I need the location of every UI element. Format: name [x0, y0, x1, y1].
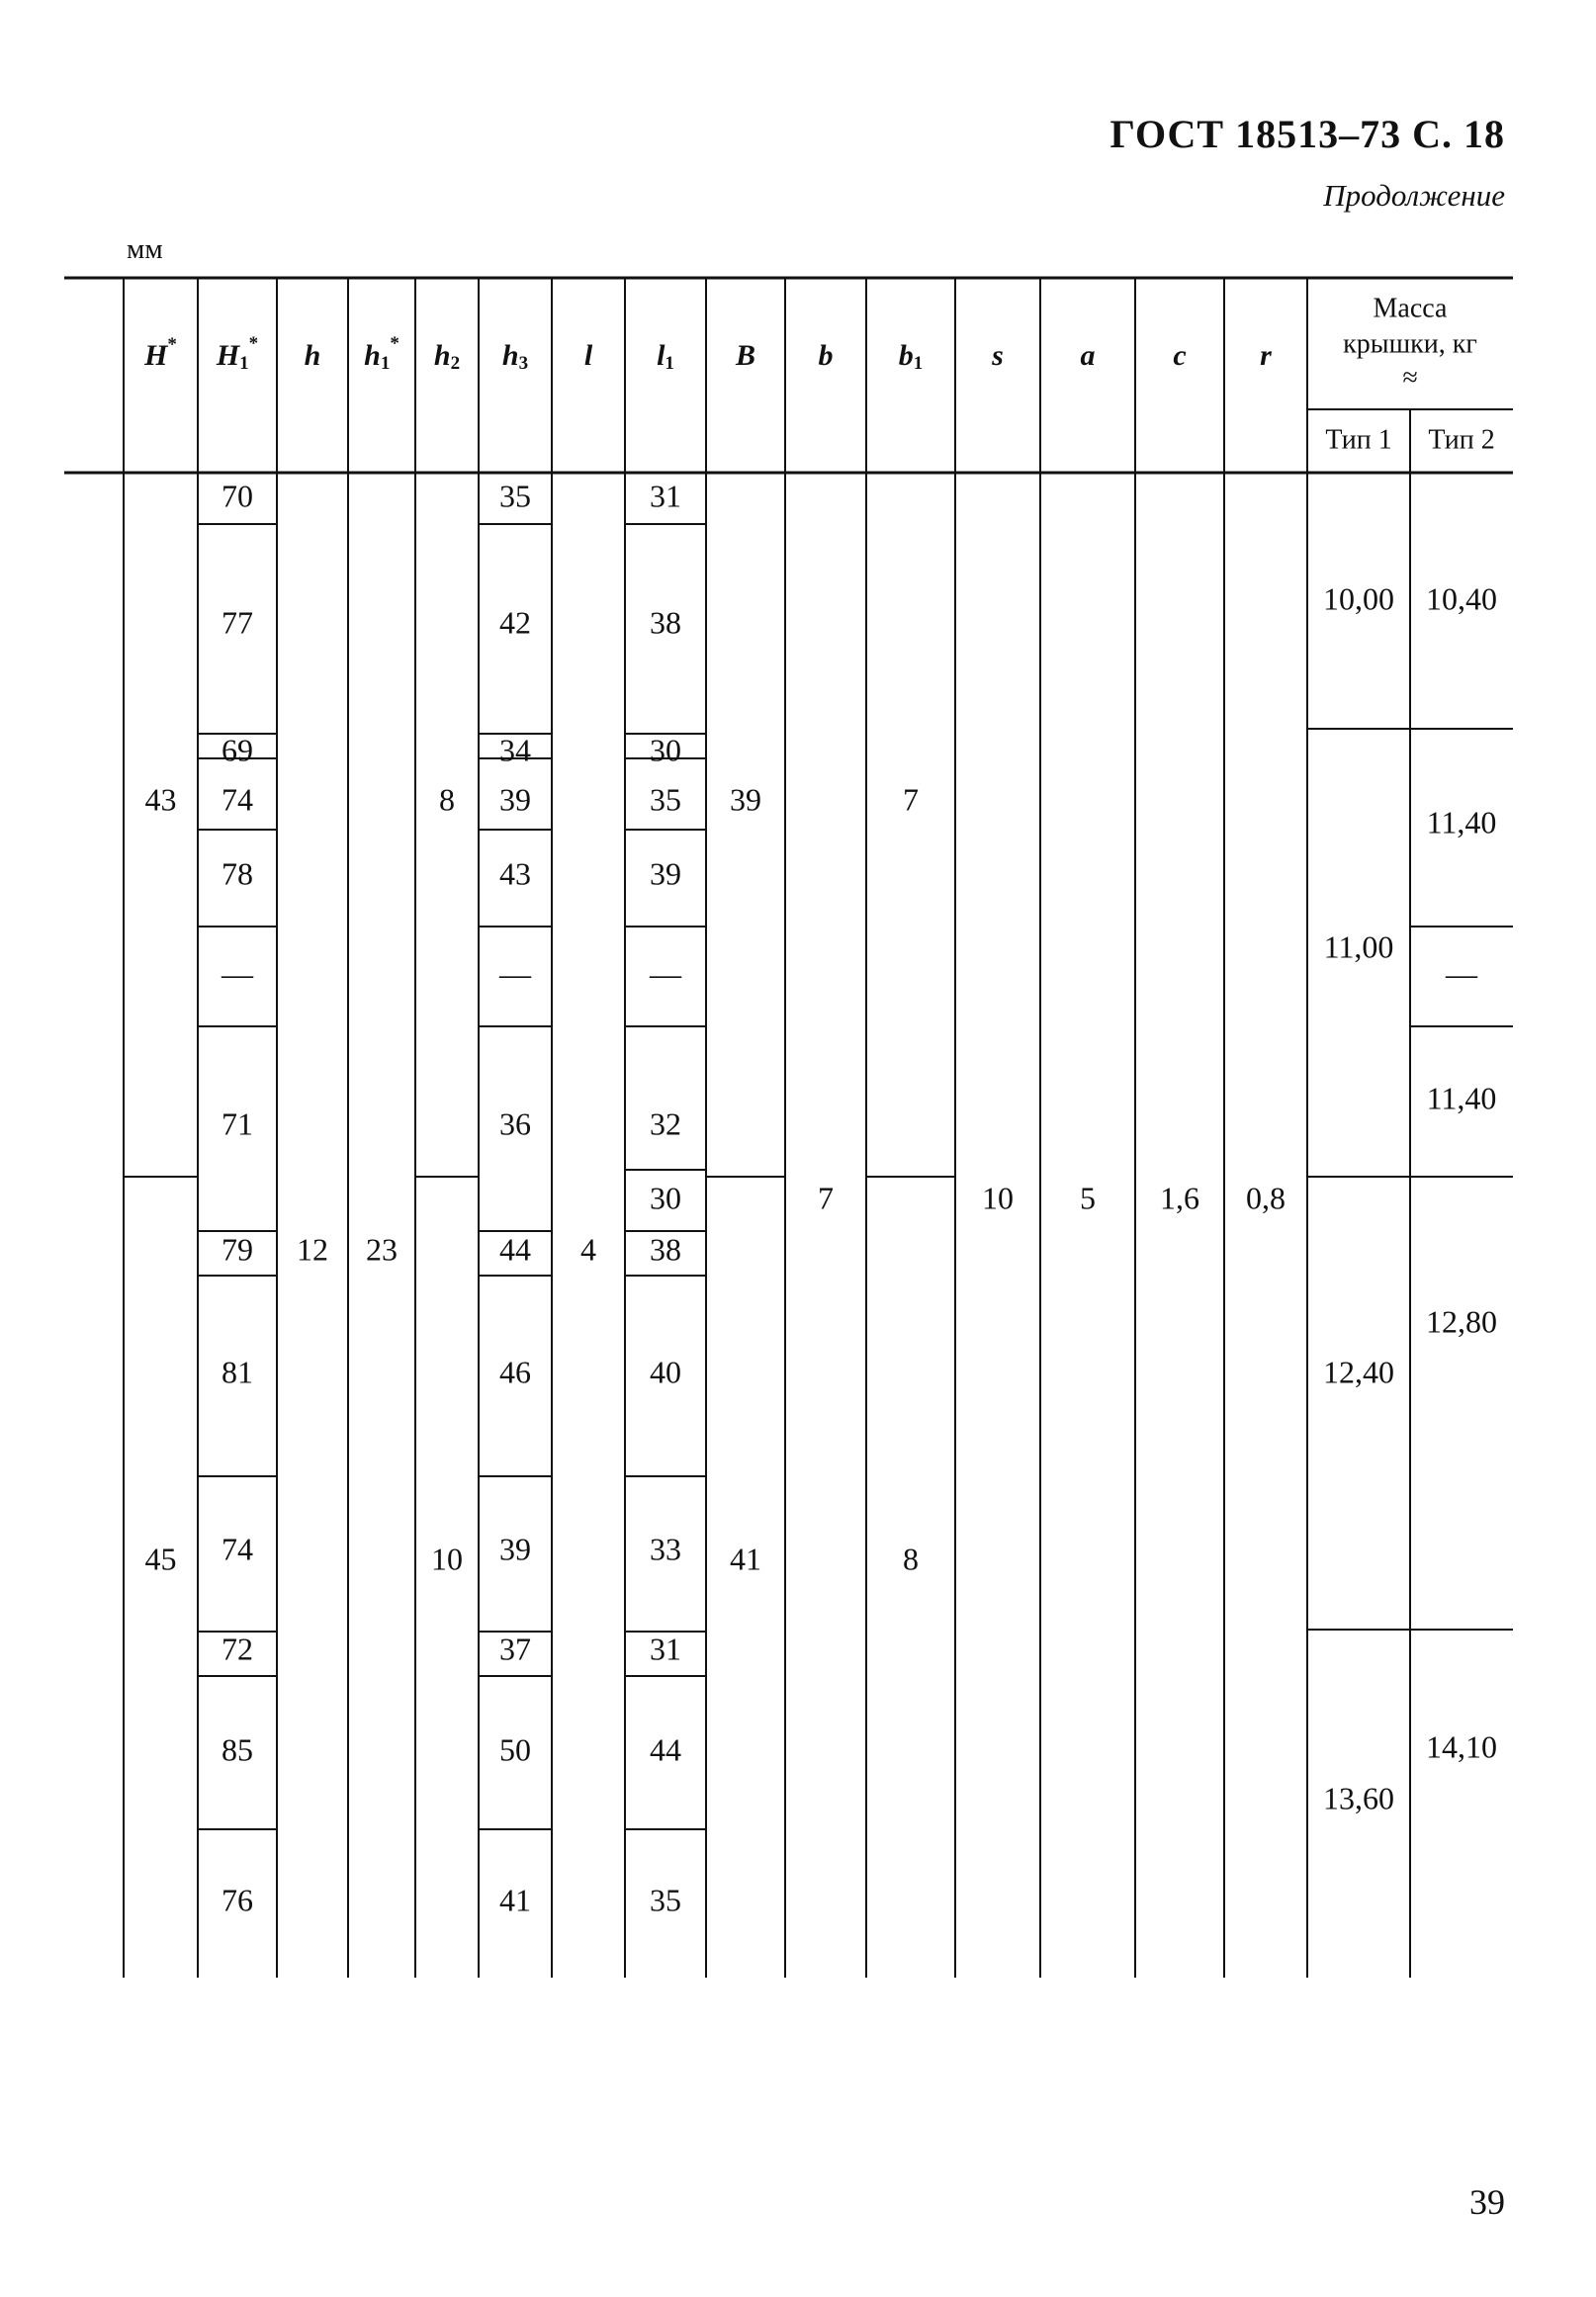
- cell-h3: 34: [499, 732, 531, 768]
- cell-H1: 85: [222, 1731, 253, 1768]
- cell-h3: 50: [499, 1731, 531, 1768]
- column-header-h: h: [304, 338, 321, 372]
- mass-header-approx: ≈: [1402, 362, 1418, 394]
- page-title: ГОСТ 18513–73 С. 18: [1109, 112, 1505, 156]
- cell-H1: 74: [222, 781, 253, 818]
- cell-l1: 38: [650, 1231, 681, 1268]
- mass-header-type2: Тип 2: [1428, 424, 1495, 456]
- column-header-h2: $h_2$: [433, 338, 461, 375]
- cell-H1: 78: [222, 855, 253, 892]
- cell-a: 5: [1080, 1180, 1096, 1216]
- cell-H1: 76: [222, 1882, 253, 1918]
- cell-l1: 31: [650, 1631, 681, 1667]
- column-header-a: a: [1080, 338, 1096, 372]
- cell-b1: 7: [903, 781, 919, 818]
- cell-h: 12: [297, 1231, 328, 1268]
- cell-mass-type2: 14,10: [1426, 1728, 1497, 1765]
- cell-H1: 69: [222, 732, 253, 768]
- cell-r: 0,8: [1246, 1180, 1286, 1216]
- cell-B: 39: [730, 781, 761, 818]
- column-header-l1: $l_1$: [657, 338, 674, 375]
- cell-H: 43: [144, 781, 177, 818]
- cell-l1: 30: [650, 1180, 681, 1216]
- column-header-l: l: [583, 338, 593, 372]
- page-number: 39: [1469, 2182, 1505, 2222]
- cell-c: 1,6: [1160, 1180, 1199, 1216]
- cell-l1: 40: [650, 1354, 681, 1390]
- mass-header-type1: Тип 1: [1325, 424, 1392, 456]
- cell-l1: 30: [650, 732, 681, 768]
- cell-B: 41: [730, 1541, 761, 1577]
- cell-h3: 39: [499, 1531, 531, 1567]
- cell-b1: 8: [903, 1541, 919, 1577]
- cell-mass-type2: —: [1446, 955, 1477, 992]
- cell-l1: 35: [650, 781, 681, 818]
- cell-H1: 70: [222, 478, 253, 514]
- cell-mass-type2: 11,40: [1426, 804, 1497, 840]
- units-label: мм: [127, 233, 163, 265]
- column-header-h3: $h_3$: [501, 338, 529, 375]
- cell-h3: 37: [499, 1631, 531, 1667]
- column-header-s: s: [992, 338, 1004, 372]
- cell-l1: 44: [650, 1731, 681, 1768]
- column-header-h1: $h_1^*$: [364, 333, 399, 375]
- cell-h1: 23: [366, 1231, 398, 1268]
- column-header-c: c: [1173, 338, 1187, 372]
- cell-h3: 39: [499, 781, 531, 818]
- cell-l1: 31: [650, 478, 681, 514]
- cell-H1: 72: [222, 1631, 253, 1667]
- column-header-r: r: [1260, 338, 1272, 372]
- cell-h2: 10: [431, 1541, 463, 1577]
- cell-mass-type1: 11,00: [1323, 928, 1394, 965]
- cell-H1: 77: [222, 604, 253, 641]
- column-header-b1: $b_1$: [898, 338, 924, 375]
- page-subtitle: Продолжение: [1323, 178, 1505, 213]
- column-header-H: H*: [144, 334, 177, 372]
- cell-h3: 43: [499, 855, 531, 892]
- cell-h3: 36: [499, 1105, 531, 1142]
- cell-l1: 32: [650, 1105, 681, 1142]
- cell-h3: 44: [499, 1231, 531, 1268]
- cell-b: 7: [818, 1180, 834, 1216]
- cell-H1: 74: [222, 1531, 253, 1567]
- cell-mass-type1: 13,60: [1323, 1780, 1394, 1816]
- column-header-H1: $H_1^*$: [216, 333, 259, 375]
- cell-h3: 46: [499, 1354, 531, 1390]
- mass-header-label: крышки, кг: [1343, 328, 1477, 360]
- cell-mass-type2: 12,80: [1426, 1303, 1497, 1340]
- cell-h3: 41: [499, 1882, 531, 1918]
- cell-H1: 79: [222, 1231, 253, 1268]
- cell-h3: —: [499, 955, 531, 992]
- cell-H: 45: [144, 1541, 177, 1577]
- cell-l1: 38: [650, 604, 681, 641]
- cell-mass-type2: 10,40: [1426, 580, 1497, 617]
- cell-H1: 81: [222, 1354, 253, 1390]
- mass-header-label: Масса: [1373, 293, 1448, 324]
- cell-l: 4: [580, 1231, 596, 1268]
- column-header-B: B: [735, 338, 756, 372]
- column-header-b: b: [818, 338, 834, 372]
- cell-mass-type1: 12,40: [1323, 1354, 1394, 1390]
- cell-l1: 35: [650, 1882, 681, 1918]
- cell-l1: 39: [650, 855, 681, 892]
- cell-l1: —: [650, 955, 681, 992]
- cell-h2: 8: [439, 781, 455, 818]
- cell-H1: —: [222, 955, 253, 992]
- cell-mass-type1: 10,00: [1323, 580, 1394, 617]
- cell-h3: 35: [499, 478, 531, 514]
- cell-s: 10: [982, 1180, 1014, 1216]
- cell-H1: 71: [222, 1105, 253, 1142]
- cell-l1: 33: [650, 1531, 681, 1567]
- cell-h3: 42: [499, 604, 531, 641]
- cell-mass-type2: 11,40: [1426, 1080, 1497, 1116]
